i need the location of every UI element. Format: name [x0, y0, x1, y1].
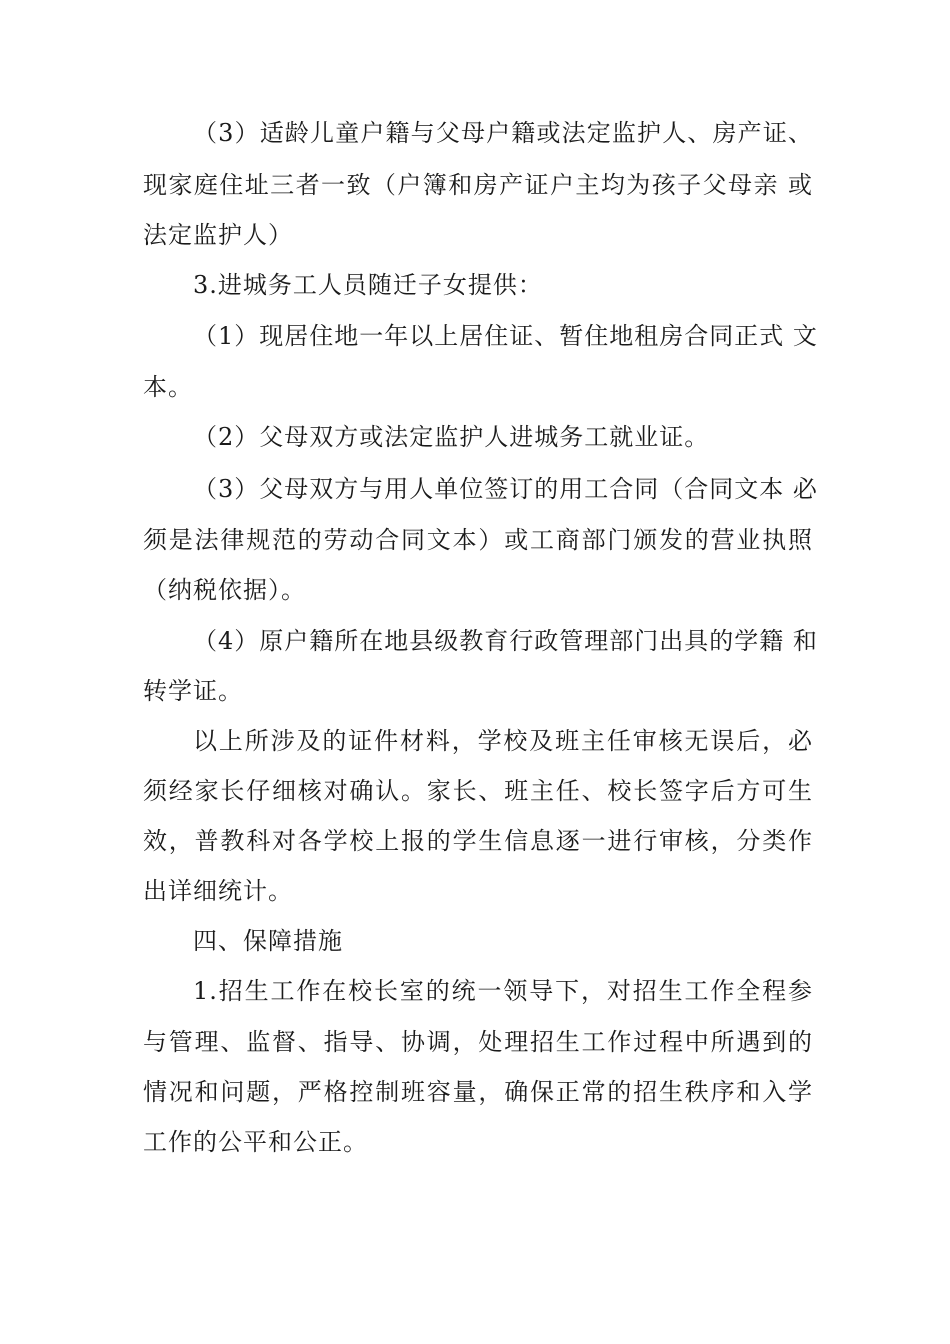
- paragraph-line: 1.招生工作在校长室的统一领导下，对招生工作全程参: [193, 977, 813, 1005]
- paragraph-line: （3）父母双方与用人单位签订的用工合同（合同文本 必: [193, 475, 818, 503]
- paragraph-line: （3）适龄儿童户籍与父母户籍或法定监护人、房产证、: [193, 119, 813, 147]
- paragraph-line: 本。: [143, 373, 193, 401]
- paragraph-line: 与管理、监督、指导、协调，处理招生工作过程中所遇到的: [143, 1028, 813, 1056]
- paragraph-line: 现家庭住址三者一致（户簿和房产证户主均为孩子父母亲 或: [143, 171, 813, 199]
- paragraph-line: 须经家长仔细核对确认。家长、班主任、校长签字后方可生: [143, 777, 813, 805]
- paragraph-line: （纳税依据）。: [143, 576, 306, 604]
- paragraph-line: 转学证。: [143, 677, 243, 705]
- paragraph-line: 工作的公平和公正。: [143, 1128, 368, 1156]
- paragraph-line: 须是法律规范的劳动合同文本）或工商部门颁发的营业执照: [143, 526, 813, 554]
- paragraph-line: 3.进城务工人员随迁子女提供：: [193, 271, 543, 299]
- paragraph-line: （4）原户籍所在地县级教育行政管理部门出具的学籍 和: [193, 627, 818, 655]
- paragraph-line: （2）父母双方或法定监护人进城务工就业证。: [193, 423, 710, 451]
- paragraph-line: 效，普教科对各学校上报的学生信息逐一进行审核，分类作: [143, 827, 813, 855]
- paragraph-line: 情况和问题，严格控制班容量，确保正常的招生秩序和入学: [143, 1078, 813, 1106]
- paragraph-line: （1）现居住地一年以上居住证、暂住地租房合同正式 文: [193, 322, 818, 350]
- paragraph-line: 法定监护人）: [143, 221, 293, 249]
- paragraph-line: 出详细统计。: [143, 877, 293, 905]
- section-heading: 四、保障措施: [193, 927, 343, 955]
- paragraph-line: 以上所涉及的证件材料，学校及班主任审核无误后，必: [193, 727, 813, 755]
